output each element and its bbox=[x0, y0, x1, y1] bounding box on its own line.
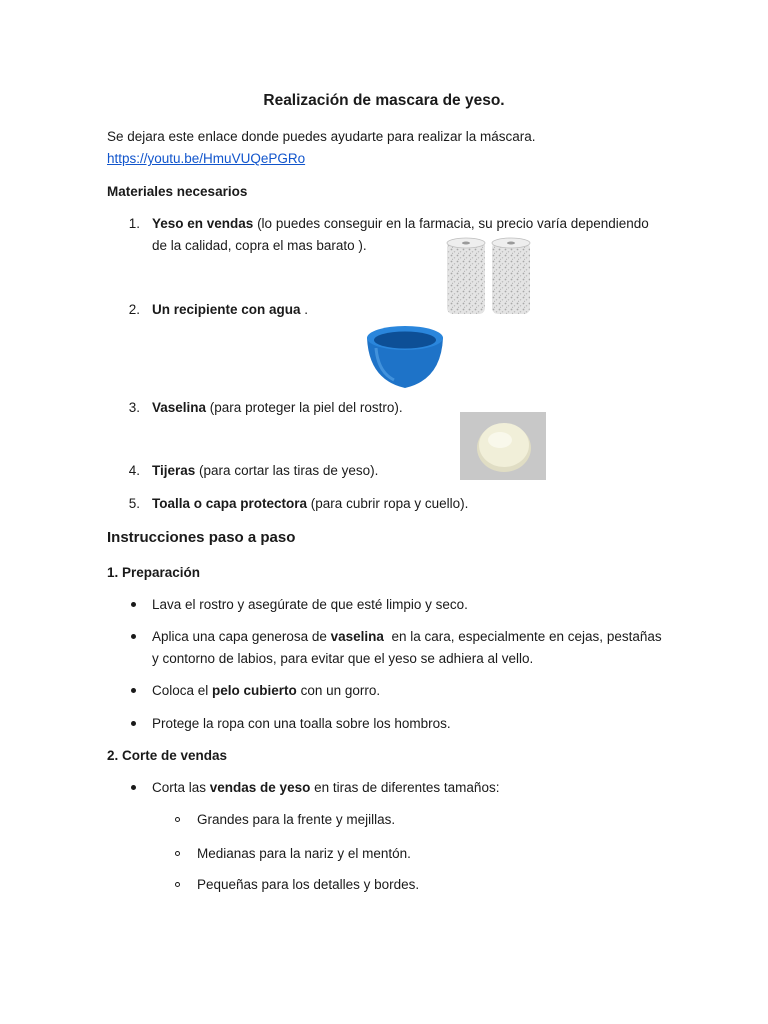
list-item-continuation: de la calidad, copra el mas barato ). bbox=[152, 238, 367, 253]
item-bold-text: Yeso en vendas bbox=[152, 216, 254, 231]
item-bold-text: Un recipiente con agua bbox=[152, 302, 301, 317]
item-text: (para proteger la piel del rostro). bbox=[206, 400, 403, 415]
bullet-text: Coloca el bbox=[152, 683, 213, 698]
list-number: 2. bbox=[128, 302, 140, 317]
bullet-item-continuation: y contorno de labios, para evitar que el yeso se adhiera al vello. bbox=[152, 651, 534, 666]
bullet-text: Corta las bbox=[152, 780, 210, 795]
list-item bbox=[152, 299, 308, 320]
list-item bbox=[152, 213, 649, 234]
bullet-bold-text: vaselina bbox=[330, 629, 384, 644]
document-title: Realización de mascara de yeso. bbox=[263, 92, 505, 109]
bullet-item bbox=[152, 777, 499, 798]
list-item bbox=[152, 493, 468, 514]
bullet-text: en tiras de diferentes tamaños: bbox=[310, 780, 500, 795]
list-item bbox=[152, 397, 403, 418]
bullet-bold-text: vendas de yeso bbox=[209, 780, 311, 795]
bullet-dot bbox=[131, 721, 136, 726]
plaster-bandage-rolls-image bbox=[444, 236, 534, 318]
bullet-item: Protege la ropa con una toalla sobre los hombros. bbox=[152, 716, 451, 731]
step1-heading: 1. Preparación bbox=[107, 565, 201, 580]
bullet-text: en la cara, especialmente en cejas, pestañas bbox=[383, 629, 662, 644]
bullet-dot bbox=[131, 785, 136, 790]
blue-bowl-image bbox=[364, 318, 446, 392]
instructions-heading: Instrucciones paso a paso bbox=[107, 529, 296, 546]
bullet-bold-text: pelo cubierto bbox=[212, 683, 297, 698]
item-bold-text: Vaselina bbox=[152, 400, 207, 415]
step2-heading: 2. Corte de vendas bbox=[107, 748, 228, 763]
item-bold-text: Tijeras bbox=[152, 463, 196, 478]
bullet-text: con un gorro. bbox=[296, 683, 381, 698]
bullet-dot bbox=[131, 688, 136, 693]
sub-bullet-circle bbox=[175, 817, 180, 822]
item-bold-text: Toalla o capa protectora bbox=[152, 496, 308, 511]
vaseline-jar-image bbox=[460, 412, 546, 480]
list-number: 4. bbox=[128, 463, 140, 478]
bullet-dot bbox=[131, 602, 136, 607]
item-text: (para cortar las tiras de yeso). bbox=[195, 463, 379, 478]
sub-bullet-circle bbox=[175, 882, 180, 887]
sub-list-item: Pequeñas para los detalles y bordes. bbox=[197, 877, 420, 892]
item-text: (para cubrir ropa y cuello). bbox=[307, 496, 469, 511]
bullet-item bbox=[152, 680, 380, 701]
item-text: . bbox=[300, 302, 309, 317]
bullet-text: Aplica una capa generosa de bbox=[152, 629, 331, 644]
intro-text: Se dejara este enlace donde puedes ayudarte para realizar la máscara. bbox=[107, 129, 536, 144]
youtube-link[interactable]: https://youtu.be/HmuVUQePGRo bbox=[107, 151, 306, 166]
list-number: 1. bbox=[128, 216, 140, 231]
sub-list-item: Grandes para la frente y mejillas. bbox=[197, 812, 396, 827]
list-number: 3. bbox=[128, 400, 140, 415]
item-text: (lo puedes conseguir en la farmacia, su precio varía dependiendo bbox=[253, 216, 649, 231]
bullet-dot bbox=[131, 634, 136, 639]
sub-bullet-circle bbox=[175, 851, 180, 856]
list-number: 5. bbox=[128, 496, 140, 511]
materials-heading: Materiales necesarios bbox=[107, 184, 248, 199]
sub-list-item: Medianas para la nariz y el mentón. bbox=[197, 846, 411, 861]
bullet-item bbox=[152, 626, 662, 647]
list-item bbox=[152, 460, 378, 481]
bullet-item: Lava el rostro y asegúrate de que esté limpio y seco. bbox=[152, 597, 468, 612]
